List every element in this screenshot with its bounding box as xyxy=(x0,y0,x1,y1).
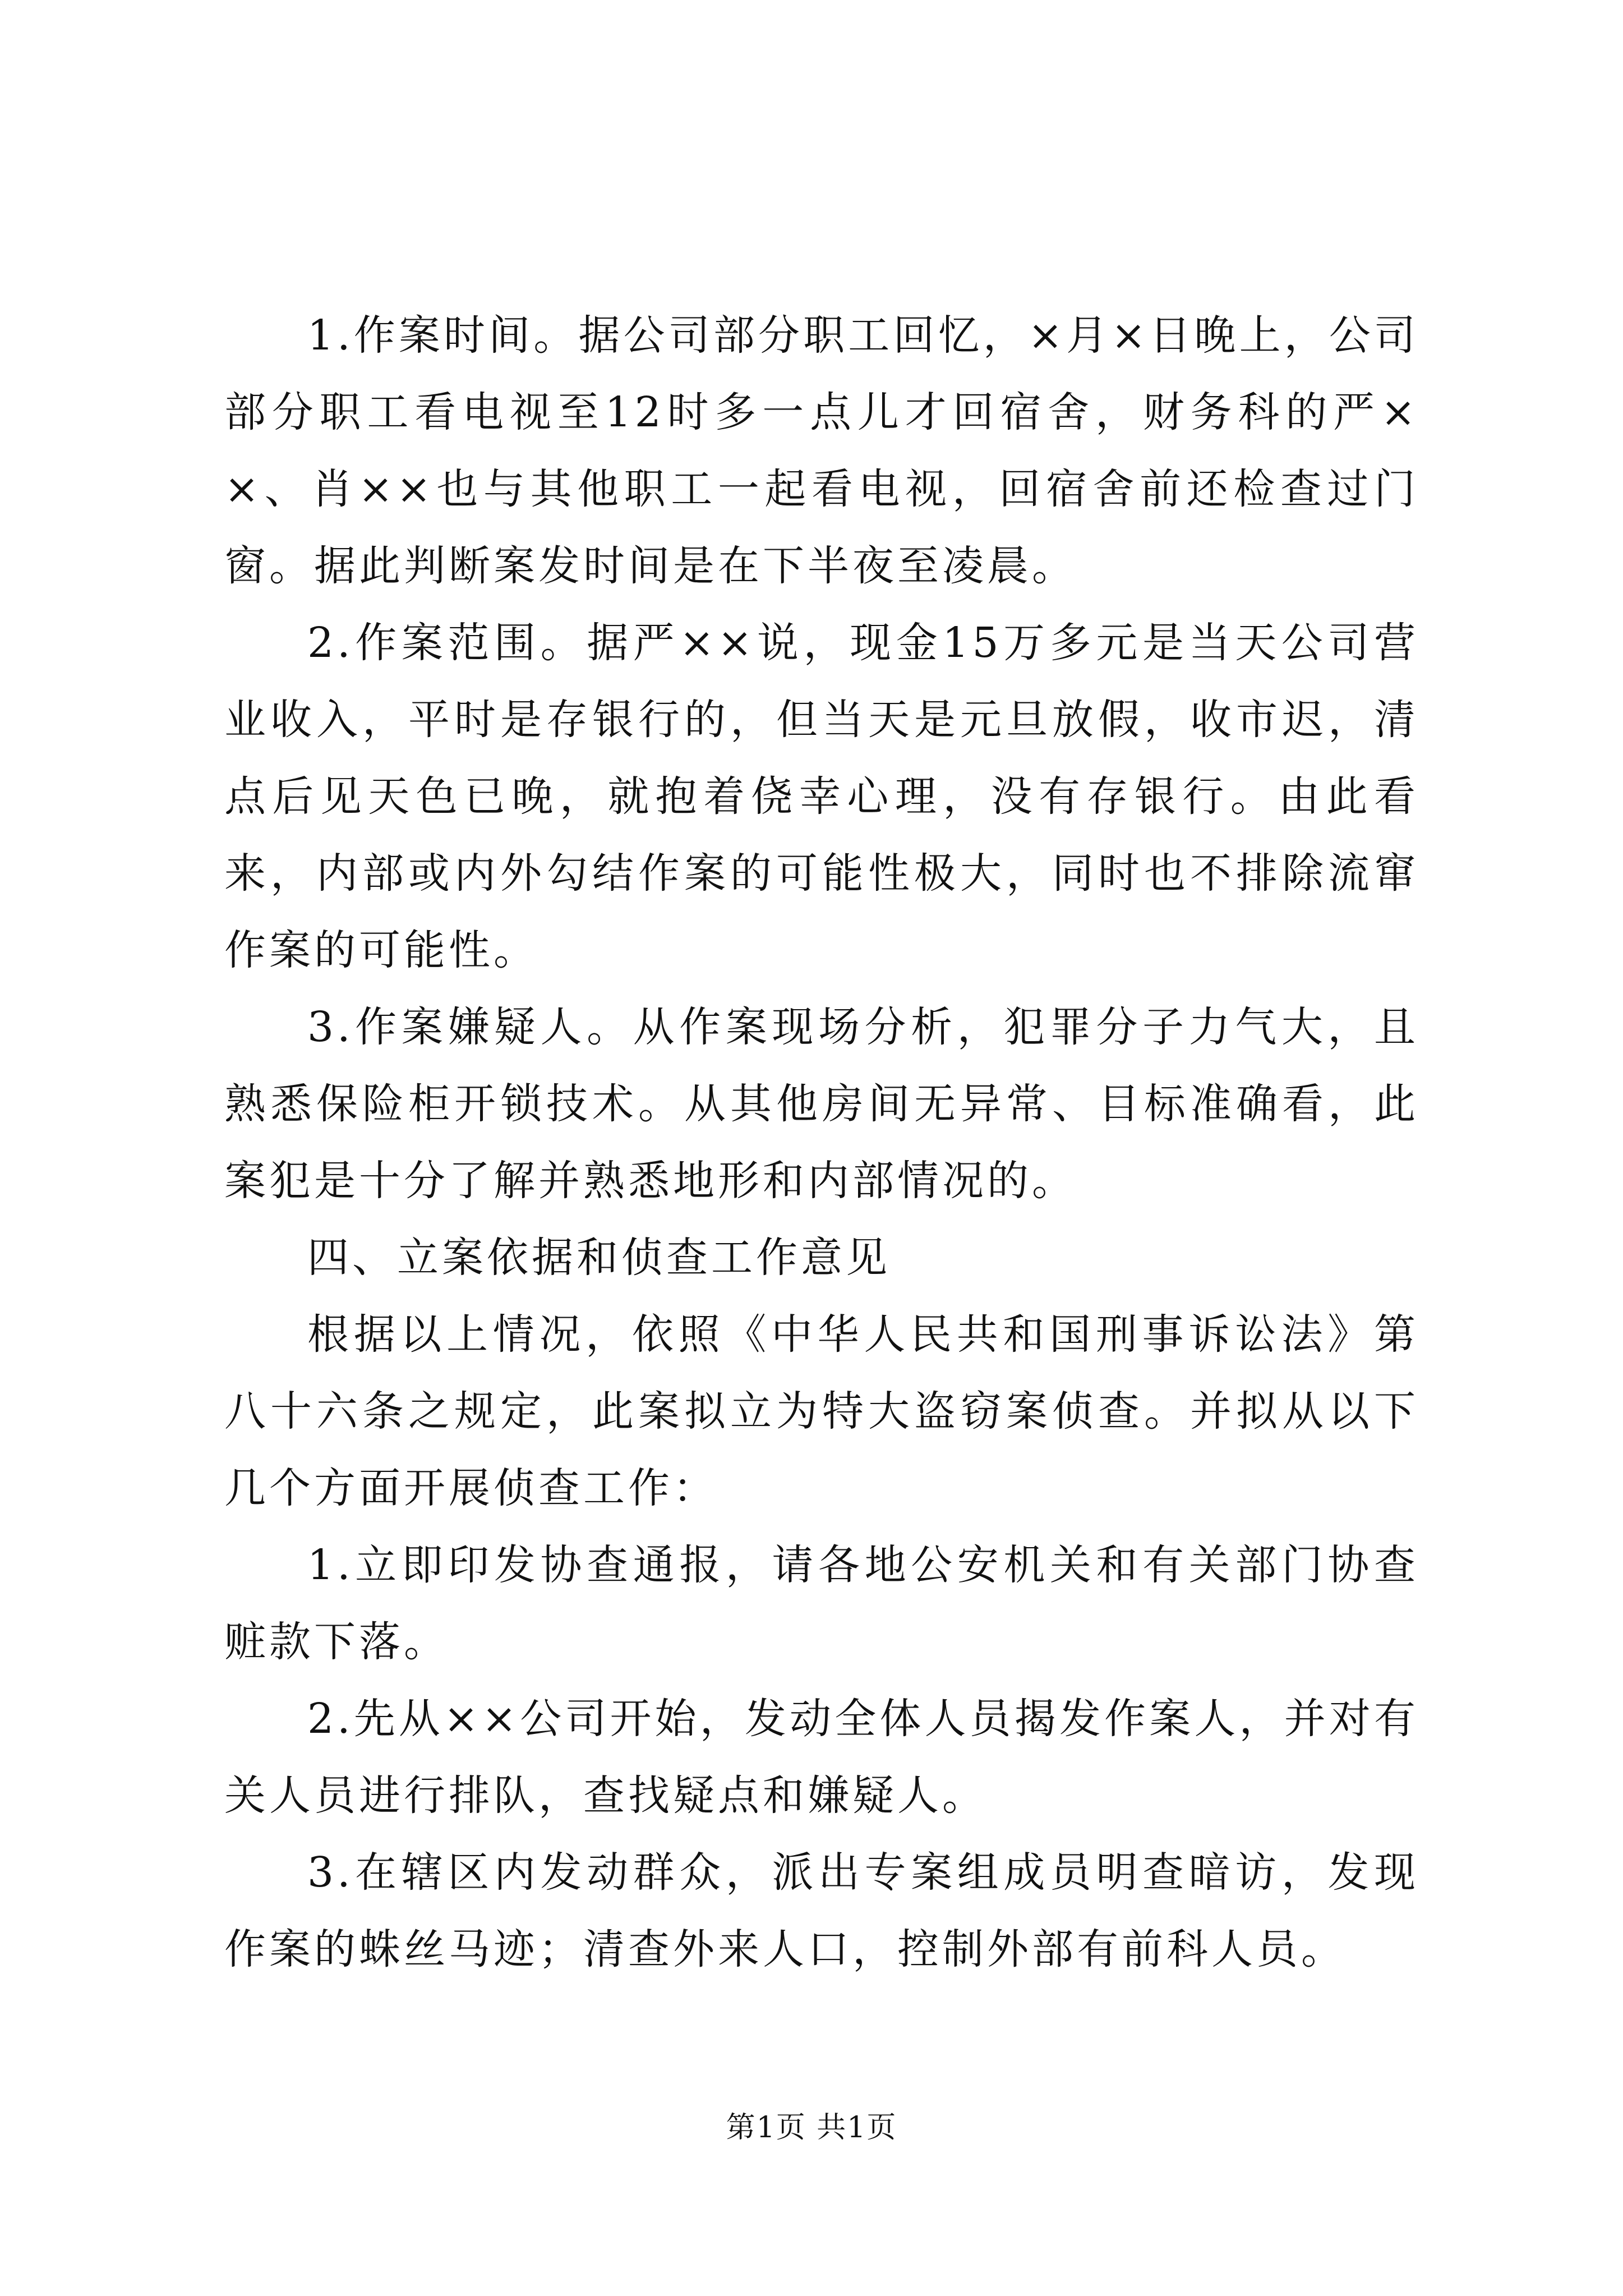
paragraph-time: 1.作案时间。据公司部分职工回忆，×月×日晚上，公司部分职工看电视至12时多一点儿才回宿舍，财务科的严××、肖××也与其他职工一起看电视，回宿舍前还检查过门窗。据此判断案发时间是在下半夜至凌晨。 xyxy=(224,311,1419,590)
paragraph-basis: 根据以上情况，依照《中华人民共和国刑事诉讼法》第八十六条之规定，此案拟立为特大盗窃案侦查。并拟从以下几个方面开展侦查工作： xyxy=(224,1310,1419,1512)
page-footer: 第1页 共1页 xyxy=(726,2111,897,2145)
paragraph-scope: 2.作案范围。据严××说，现金15万多元是当天公司营业收入，平时是存银行的，但当天是元旦放假，收市迟，清点后见天色已晚，就抱着侥幸心理，没有存银行。由此看来，内部或内外勾结作案的可能性极大，同时也不排除流窜作案的可能性。 xyxy=(224,619,1419,974)
paragraph-step-3: 3.在辖区内发动群众，派出专案组成员明查暗访，发现作案的蛛丝马迹；清查外来人口，控制外部有前科人员。 xyxy=(224,1848,1419,1973)
document-body xyxy=(224,297,1419,1988)
paragraph-step-2: 2.先从××公司开始，发动全体人员揭发作案人，并对有关人员进行排队，查找疑点和嫌疑人。 xyxy=(224,1695,1419,1820)
paragraph-suspect: 3.作案嫌疑人。从作案现场分析，犯罪分子力气大，且熟悉保险柜开锁技术。从其他房间无异常、目标准确看，此案犯是十分了解并熟悉地形和内部情况的。 xyxy=(224,1003,1419,1205)
paragraph-step-1: 1.立即印发协查通报，请各地公安机关和有关部门协查赃款下落。 xyxy=(224,1541,1419,1666)
section-heading: 四、立案依据和侦查工作意见 xyxy=(307,1234,891,1282)
